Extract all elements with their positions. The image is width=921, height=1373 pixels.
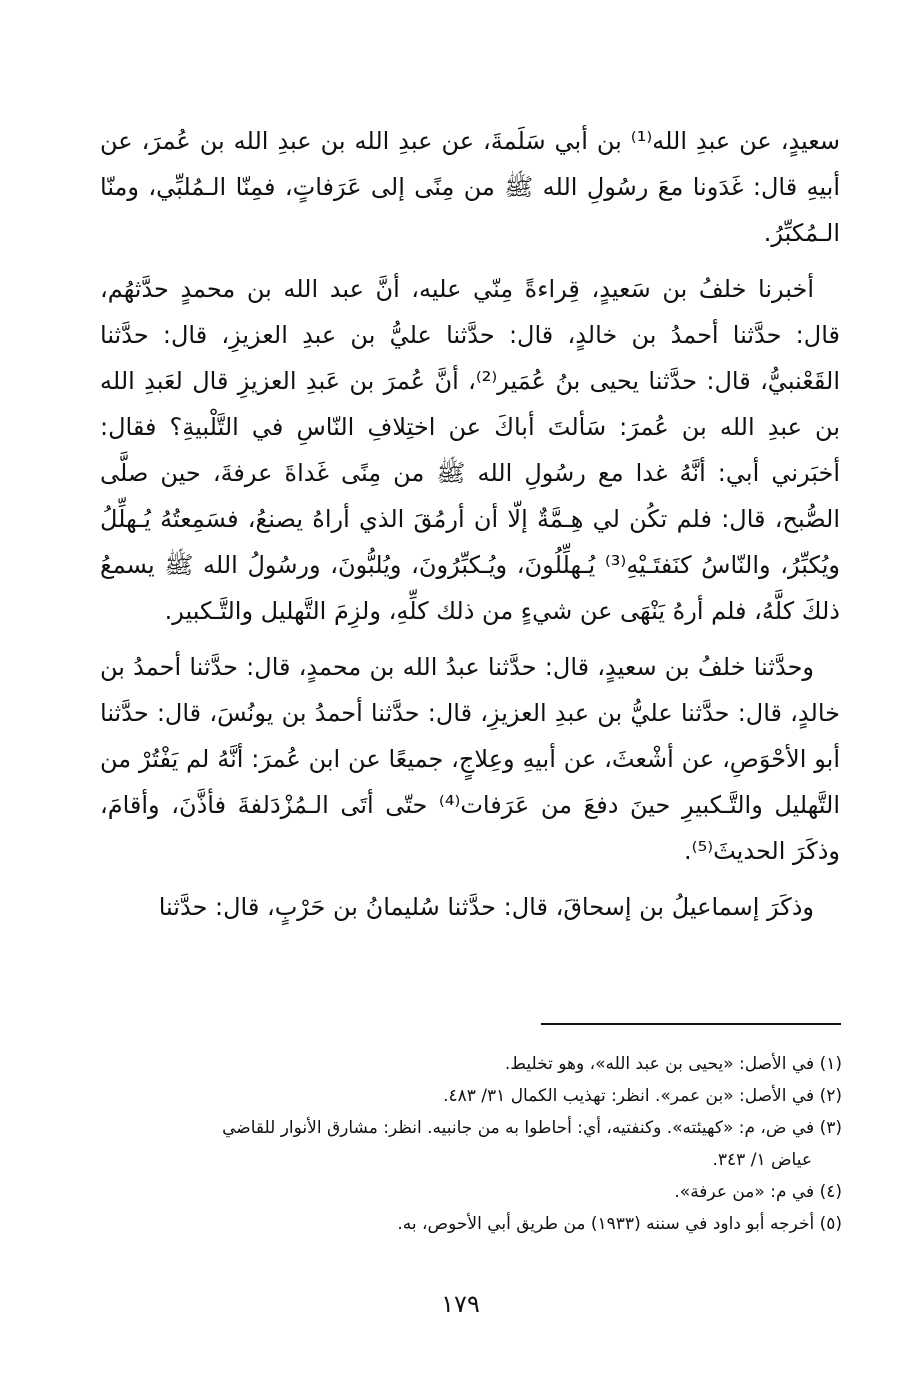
footnote-3-cont-text: عياض ١/ ٣٤٣.	[712, 1150, 812, 1170]
footnote-1: (١) في الأصل: «يحيى بن عبد الله»، وهو تخليط.	[504, 1054, 842, 1074]
paragraph-2: أخبرنا خلفُ بن سَعيدٍ، قِراءةً مِنّي عليه، أنَّ عبد الله بن محمدٍ حدَّثهُم، قال: حدَّثنا أحمدُ بن خالدٍ، قال: حدَّثنا عليُّ بن عبدِ العزيزِ، قال: حدَّثنا القَعْنبيُّ، قال: حدَّثنا يحيى بنُ عُمَير⁽²⁾، أنَّ عُمرَ بن عَبدِ العزيزِ قال لعَبدِ الله بن عبدِ الله بن عُمرَ: سَألتَ أباكَ عن اختِلافِ النّاسِ في التَّلْبيةِ؟ فقال: أخبَرني أبي: أنَّهُ غدا مع رسُولِ الله ﷺ من مِنًى غَداةَ عرفةَ، حين صلَّى الصُّبح، قال: فلم تكُن لي هِـمَّةٌ إلّا أن أرمُقَ الذي أراهُ يصنعُ، فسَمِعتُهُ يُـهلِّلُ ويُكبِّرُ، والنّاسُ كنَفتَـيْهِ⁽³⁾ يُـهلِّلُونَ، ويُـكبِّرُونَ، ويُلبُّونَ، ورسُولُ الله ﷺ يسمعُ ذلكَ كلَّهُ، فلم أرهُ يَنْهَى عن شيءٍ من ذلك كلِّهِ، ولزِمَ التَّهليل والتَّـكبير.	[100, 275, 840, 625]
paragraph-1: سعيدٍ، عن عبدِ الله⁽¹⁾ بن أبي سَلَمةَ، عن عبدِ الله بن عبدِ الله بن عُمرَ، عن أبيهِ قال: غَدَونا معَ رسُولِ الله ﷺ من مِنًى إلى عَرَفاتٍ، فمِنّا الـمُلبِّي، ومنّا الـمُكبِّرُ.	[100, 127, 840, 247]
footnote-3-continuation	[100, 1144, 842, 1176]
footnotes	[100, 1048, 842, 1240]
footnote-5: (٥) أخرجه أبو داود في سننه (١٩٣٣) من طريق أبي الأحوص، به.	[397, 1214, 842, 1234]
page-number: ١٧٩	[441, 1290, 480, 1318]
footnote-4: (٤) في م: «من عرفة».	[674, 1182, 842, 1202]
footnote-2: (٢) في الأصل: «بن عمر». انظر: تهذيب الكمال ٣١/ ٤٨٣.	[443, 1086, 842, 1106]
footnote-divider	[541, 1023, 841, 1025]
footnote-3: (٣) في ض، م: «كهيئته». وكنفتيه، أي: أحاطوا به من جانبيه. انظر: مشارق الأنوار للقاضي	[222, 1118, 842, 1138]
main-text	[100, 118, 840, 940]
paragraph-4: وذكَرَ إسماعيلُ بن إسحاقَ، قال: حدَّثنا سُليمانُ بن حَرْبٍ، قال: حدَّثنا	[158, 893, 814, 921]
paragraph-3: وحدَّثنا خلفُ بن سعيدٍ، قال: حدَّثنا عبدُ الله بن محمدٍ، قال: حدَّثنا أحمدُ بن خالدٍ، قال: حدَّثنا عليُّ بن عبدِ العزيزِ، قال: حدَّثنا أحمدُ بن يونُسَ، قال: حدَّثنا أبو الأحْوَصِ، عن أشْعثَ، عن أبيهِ وعِلاجٍ، جميعًا عن ابن عُمرَ: أنَّهُ لم يَفْتُرْ من التَّهليل والتَّـكبيرِ حينَ دفعَ من عَرَفات⁽⁴⁾ حتّى أتَى الـمُزْدَلفةَ فأذَّنَ، وأقامَ، وذكَرَ الحديثَ⁽⁵⁾.	[100, 653, 840, 865]
